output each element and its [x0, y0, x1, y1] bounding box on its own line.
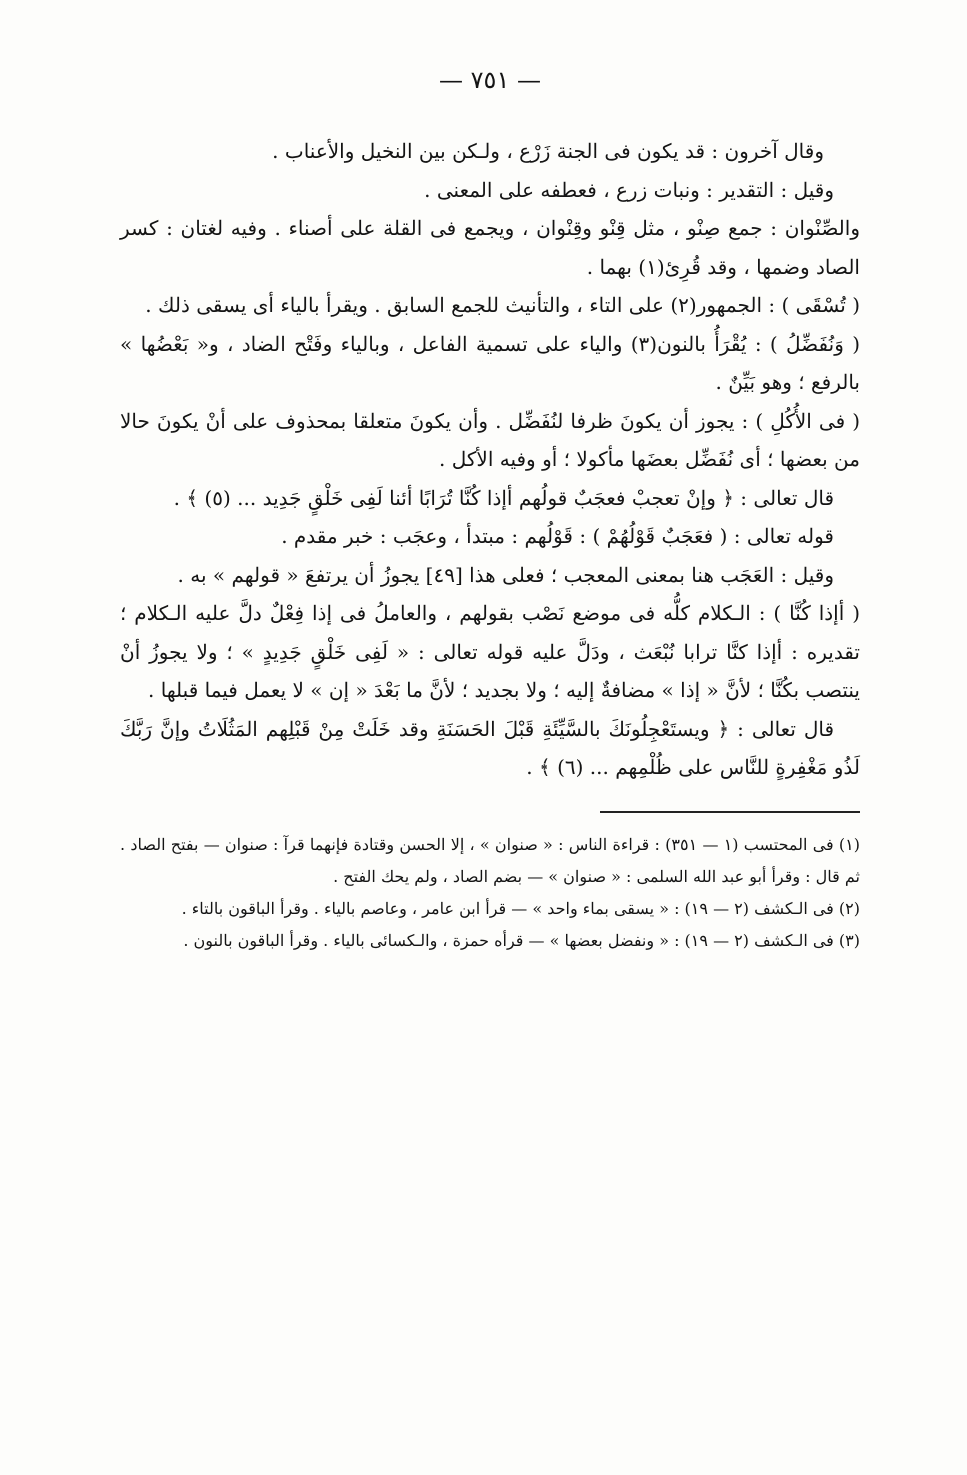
paragraph: ( تُسْقَى ) : الجمهور(٢) على التاء ، والتأنيث للجمع السابق . ويقرأ بالياء أى يسقى ذلك . — [145, 293, 860, 317]
paragraph: والصِّنْوان : جمع صِنْو ، مثل قِنْو وقِنْوان ، ويجمع فى القلة على أصناء . وفيه لغتان : كسر الصاد وضمها ، وقد قُرِئ(١) بهما . — [120, 216, 860, 279]
paragraph: ( وَنُفَضِّلُ ) : يُقْرَأُ بالنون(٣) والياء على تسمية الفاعل ، وبالياء وفَتْح الضاد ، و« بَعْضُها » بالرفع ؛ وهو بَيِّنٌ . — [120, 331, 860, 394]
paragraph: وقيل : التقدير : ونبات زرع ، فعطفه على المعنى . — [424, 177, 834, 202]
paragraph: قوله تعالى : ( فعَجَبٌ قَوْلُهُمْ ) : قَوْلُهم : مبتدأ ، وعجَب : خبر مقدم . — [281, 524, 834, 548]
book-page — [120, 62, 860, 1442]
paragraph: قال تعالى : ﴿ ويستَعْجِلُونَكَ بالسَّيِّئَةِ قَبْلَ الحَسَنَةِ وقد خَلَتْ مِنْ قَبْلِهم المَثُلَاتُ وإنَّ رَبَّكَ لَذُو مَغْفِرةٍ للنَّاس على ظُلْمِهم ... (٦) ﴾ . — [120, 716, 860, 779]
footnote: (٢) فى الـكشف (٢ — ١٩) : « يسقى بماء واحد » — قرأ ابن عامر ، وعاصم بالياء . وقرأ الباقون بالتاء . — [181, 898, 860, 918]
main-text — [120, 132, 860, 787]
page-number: — ٧٥١ — — [439, 66, 541, 94]
footnote: (٣) فى الـكشف (٢ — ١٩) : « ونفضل بعضها » — قرأه حمزة ، والـكسائى بالياء . وقرأ الباقون بالنون . — [183, 930, 860, 950]
paragraph: ( فى الأُكُلِ ) : يجوز أن يكونَ ظرفا لنُفَضِّل . وأن يكونَ متعلقا بمحذوف على أنْ يكونَ حالا من بعضها ؛ أى نُفَضِّل بعضَها مأكولا ؛ أو وفيه الأكل . — [120, 408, 860, 471]
paragraph: قال تعالى : ﴿ وإنْ تعجبْ فعجَبٌ قولُهم أإذا كُنَّا تُرَابًا أئنا لَفِى خَلْقٍ جَدِيد ... (٥) ﴾ . — [173, 485, 834, 510]
footnote-separator-wrap — [120, 787, 860, 829]
paragraph: وقيل : العَجَب هنا بمعنى المعجب ؛ فعلى هذا [٤٩] يجوزُ أن يرتفعَ « قولهم » به . — [177, 562, 834, 587]
footnote-separator — [600, 811, 860, 813]
paragraph: ( أإذا كُنَّا ) : الـكلام كلُّه فى موضع نَصْب بقولهم ، والعاملُ فى إذا فِعْلٌ دلَّ عليه الـكلام ؛ تقديره : أإذا كنَّا ترابا نُبْعَث ، ودَلَّ عليه قوله تعالى : « لَفِى خَلْقٍ جَدِيدٍ » ؛ ولا يجوزُ أنْ ينتصب بكُنَّا ؛ لأنَّ « إذا » مضافةٌ إليه ؛ ولا بجديد ؛ لأنَّ ما بَعْدَ « إن » لا يعمل فيما قبلها . — [120, 601, 860, 702]
footnote: (١) فى المحتسب (١ — ٣٥١) : قراءة الناس : « صنوان » ، إلا الحسن وقتادة فإنهما قرآ : صنوان — بفتح الصاد . ثم قال : وقرأ أبو عبد الله السلمى : « صنوان » — بضم الصاد ، ولم يحك الفتح . — [120, 834, 861, 886]
footnotes — [120, 829, 860, 957]
paragraph: وقال آخرون : قد يكون فى الجنة زَرْع ، ولـكن بين النخيل والأعناب . — [272, 139, 824, 163]
